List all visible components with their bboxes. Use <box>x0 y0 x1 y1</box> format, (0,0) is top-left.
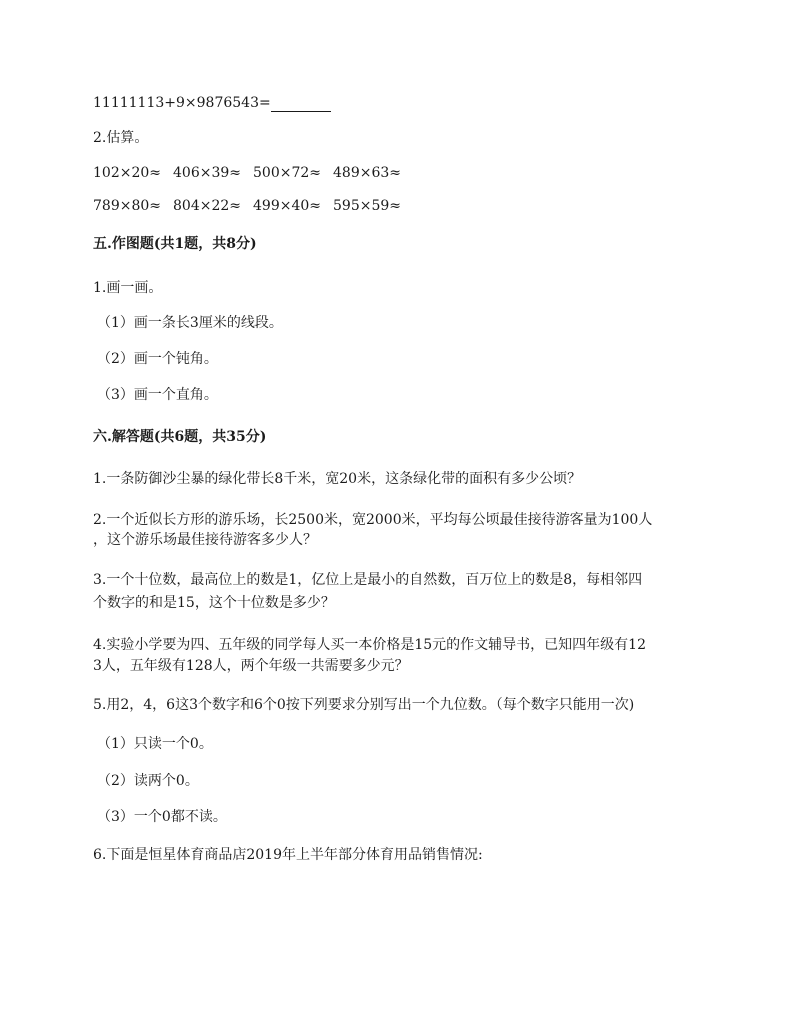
answer-blank[interactable] <box>271 98 331 112</box>
estimate-item: 595×59≈ <box>333 198 401 214</box>
sec5-q1-part-2: （2）画一个钝角。 <box>97 351 218 367</box>
sec6-q5-part-3: （3）一个0都不读。 <box>97 809 227 825</box>
sec6-question-5: 5.用2，4，6这3个数字和6个0按下列要求分别写出一个九位数。（每个数字只能用一次) <box>93 697 635 713</box>
sec6-question-3-line-1: 3.一个十位数，最高位上的数是1，亿位上是最小的自然数，百万位上的数是8，每相邻四 <box>93 572 643 588</box>
section-5-title: 五.作图题(共1题，共8分) <box>93 236 257 252</box>
estimate-item: 489×63≈ <box>333 165 401 181</box>
sec6-question-2-line-1: 2.一个近似长方形的游乐场，长2500米，宽2000米，平均每公顷最佳接待游客量为100人 <box>93 512 653 528</box>
section-6-title: 六.解答题(共6题，共35分) <box>93 429 267 445</box>
sec6-question-4-line-2: 3人，五年级有128人，两个年级一共需要多少元？ <box>93 658 409 674</box>
sec6-question-1: 1.一条防御沙尘暴的绿化带长8千米，宽20米，这条绿化带的面积有多少公顷？ <box>93 471 582 487</box>
sec6-question-4-line-1: 4.实验小学要为四、五年级的同学每人买一本价格是15元的作文辅导书，已知四年级有12 <box>93 637 646 653</box>
sec5-q1-part-1: （1）画一条长3厘米的线段。 <box>97 315 283 331</box>
sec6-question-2-line-2: ，这个游乐场最佳接待游客多少人？ <box>93 532 317 548</box>
estimate-item: 406×39≈ <box>173 165 241 181</box>
sec5-question-1: 1.画一画。 <box>93 280 163 296</box>
sec6-q5-part-2: （2）读两个0。 <box>97 773 199 789</box>
sec5-q1-part-3: （3）画一个直角。 <box>97 387 218 403</box>
sec6-q5-part-1: （1）只读一个0。 <box>97 736 213 752</box>
calc-expression: 11111113+9×9876543= <box>93 95 271 111</box>
estimate-item: 499×40≈ <box>253 198 321 214</box>
estimate-row-2 <box>93 197 413 215</box>
estimate-item: 102×20≈ <box>93 165 161 181</box>
calc-question <box>93 94 331 112</box>
estimate-item: 500×72≈ <box>253 165 321 181</box>
estimate-item: 789×80≈ <box>93 198 161 214</box>
sec6-question-6: 6.下面是恒星体育商品店2019年上半年部分体育用品销售情况: <box>93 847 483 863</box>
estimate-title: 2.估算。 <box>93 130 149 146</box>
estimate-item: 804×22≈ <box>173 198 241 214</box>
sec6-question-3-line-2: 个数字的和是15，这个十位数是多少？ <box>93 595 335 611</box>
estimate-row-1 <box>93 164 413 182</box>
